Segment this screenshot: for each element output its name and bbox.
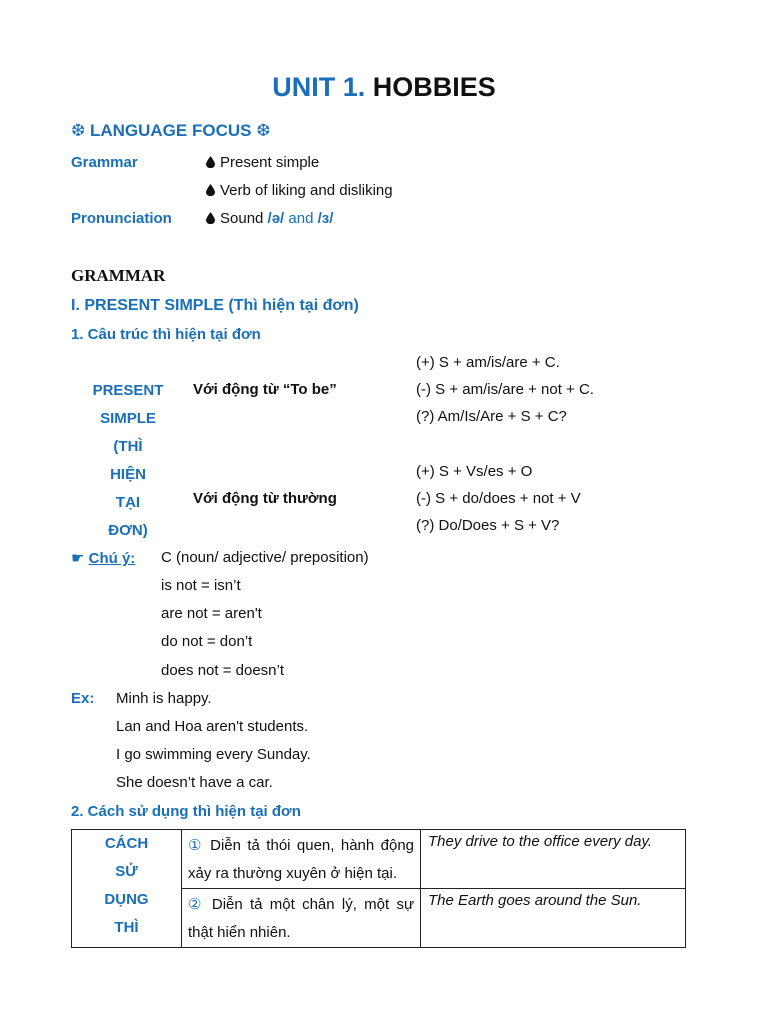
usage-cell: [182, 889, 421, 948]
verb-label: Với động từ thường: [193, 490, 337, 507]
usage-cell: [182, 830, 421, 889]
note-line: does not = doesn’t: [161, 662, 285, 679]
tobe-label: Với động từ “To be”: [193, 381, 337, 398]
usage-label-line: CÁCH: [104, 835, 149, 852]
usage-label-line: DỤNG: [104, 891, 149, 908]
structure-label-line: PRESENT: [92, 382, 164, 399]
example-line: Lan and Hoa aren't students.: [116, 718, 309, 735]
note-label: ☛ Chú ý:: [71, 550, 136, 567]
grammar-label: Grammar: [71, 154, 138, 171]
circled-number: ②: [188, 896, 205, 913]
example-cell: [421, 889, 686, 948]
drop-bullet-icon: [206, 156, 215, 168]
drop-bullet-icon: [206, 184, 215, 196]
formula-line: (+) S + Vs/es + O: [416, 463, 533, 480]
structure-label-line: HIỆN: [110, 466, 146, 483]
sound-symbol: /ə/: [267, 210, 285, 227]
pronunciation-label: Pronunciation: [71, 210, 172, 227]
drop-bullet-icon: [206, 212, 215, 224]
section-heading: I. PRESENT SIMPLE (Thì hiện tại đơn): [71, 297, 359, 314]
page-title: [0, 72, 768, 103]
subsection-heading: 2. Cách sử dụng thì hiện tại đơn: [71, 803, 301, 820]
usage-text: Diễn tả một chân lý, một sự thật hiển nhiên.: [188, 896, 414, 941]
note-line: are not = aren't: [161, 605, 262, 622]
note-line: do not = don’t: [161, 633, 253, 650]
usage-label-line: SỬ: [115, 863, 138, 880]
usage-example: The Earth goes around the Sun.: [428, 892, 642, 909]
subsection-heading: 1. Câu trúc thì hiện tại đơn: [71, 326, 261, 343]
usage-table: [71, 829, 686, 948]
note-line: is not = isn’t: [161, 577, 241, 594]
grammar-item: Present simple: [206, 154, 319, 171]
grammar-item: Verb of liking and disliking: [206, 182, 393, 199]
sound-symbol: /ɜ/: [317, 210, 334, 227]
grammar-heading: GRAMMAR: [71, 266, 166, 285]
formula-line: (-) S + am/is/are + not + C.: [416, 381, 594, 398]
structure-label-line: TẠI: [115, 494, 141, 511]
usage-text: Diễn tả thói quen, hành động xảy ra thường xuyên ở hiện tại.: [188, 837, 415, 882]
usage-label-line: THÌ: [114, 919, 139, 936]
formula-line: (+) S + am/is/are + C.: [416, 354, 560, 371]
example-line: Minh is happy.: [116, 690, 212, 707]
formula-line: (?) Am/Is/Are + S + C?: [416, 408, 567, 425]
pronunciation-item: Sound /ə/ and /ɜ/: [206, 210, 333, 227]
example-cell: [421, 830, 686, 889]
title-unit: UNIT 1.: [272, 72, 366, 102]
structure-label-line: ĐƠN): [108, 522, 148, 539]
usage-label-cell: [72, 830, 182, 948]
example-line: She doesn’t have a car.: [116, 774, 273, 791]
and-text: and: [288, 210, 314, 227]
example-label: Ex:: [71, 690, 95, 707]
title-topic: HOBBIES: [372, 72, 496, 102]
formula-line: (-) S + do/does + not + V: [416, 490, 581, 507]
note-line: C (noun/ adjective/ preposition): [161, 549, 369, 566]
formula-line: (?) Do/Does + S + V?: [416, 517, 560, 534]
pointing-hand-icon: ☛: [71, 550, 85, 567]
table-row: [72, 830, 686, 889]
usage-example: They drive to the office every day.: [428, 833, 652, 850]
language-focus-heading: ❆ LANGUAGE FOCUS ❆: [71, 121, 271, 140]
structure-label-line: (THÌ: [113, 438, 143, 455]
structure-label-line: SIMPLE: [100, 410, 156, 427]
example-line: I go swimming every Sunday.: [116, 746, 311, 763]
circled-number: ①: [188, 837, 204, 854]
